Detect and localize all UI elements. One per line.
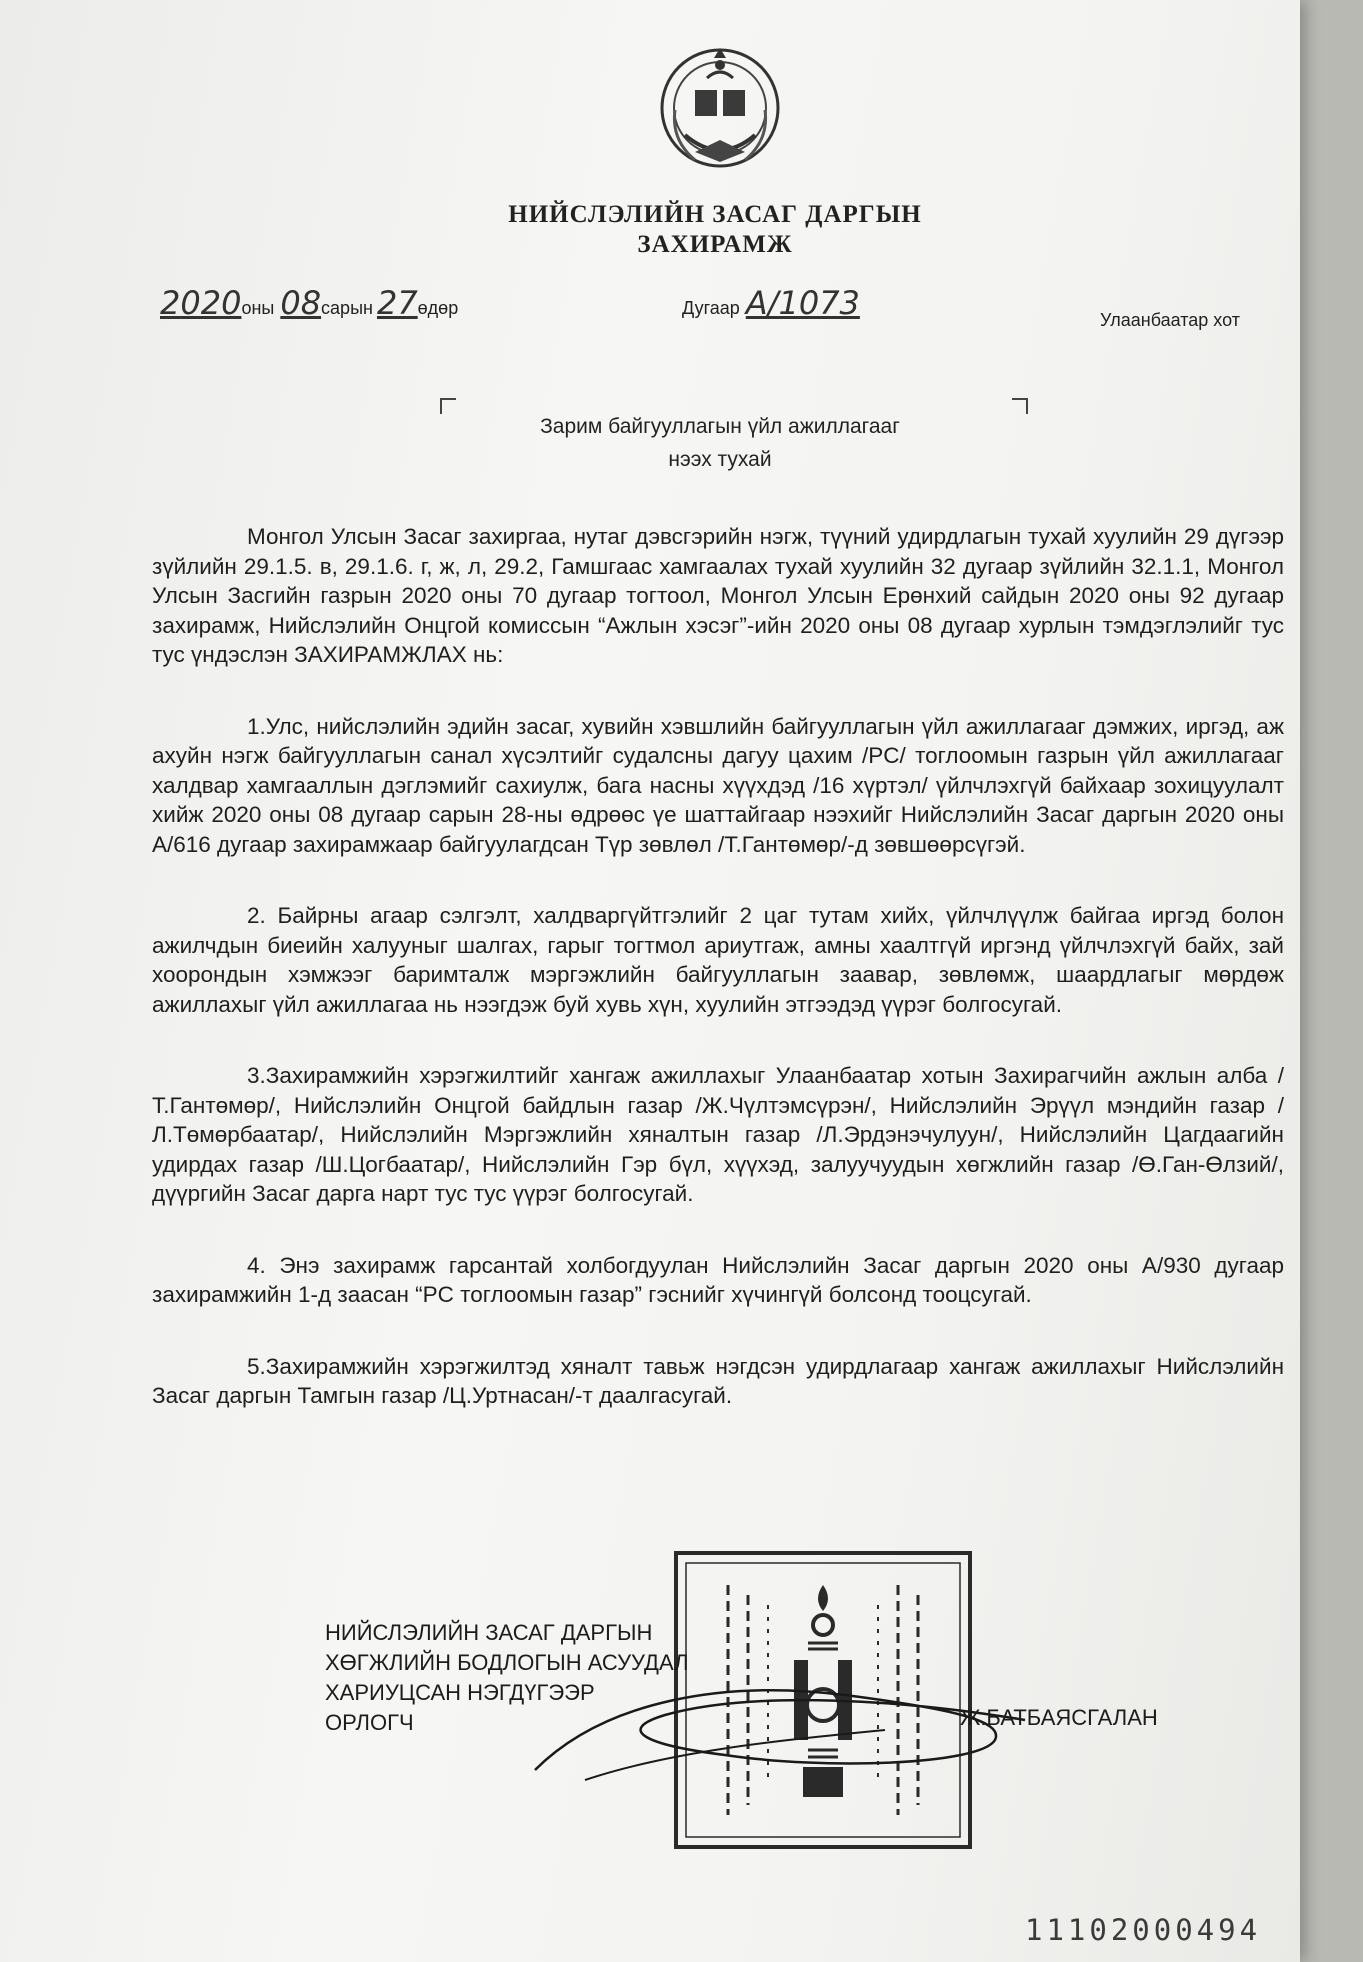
subject-line2: нээх тухай [668,448,772,471]
signatory-line3: ХАРИУЦСАН НЭГДҮГЭЭР [325,1680,595,1705]
number-label: Дугаар [682,298,740,318]
clause-4: 4. Энэ захирамж гарсантай холбогдуулан Нийслэлийн Засаг даргын 2020 оны А/930 дугаар захирамжийн 1-д заасан “PC тоглоомын газар” гэснийг хүчингүй болсонд тооцсугай. [152,1252,1284,1307]
signatory-line1: НИЙСЛЭЛИЙН ЗАСАГ ДАРГЫН [325,1620,653,1645]
state-emblem-icon [655,40,785,180]
org-name: НИЙСЛЭЛИЙН ЗАСАГ ДАРГЫН [508,201,922,228]
signatory-name: Ж.БАТБАЯСГАЛАН [960,1705,1158,1730]
bracket-right [1012,398,1028,414]
city: Улаанбаатар хот [1100,310,1240,330]
date-year-label: оны [241,298,275,318]
subject-line1: Зарим байгууллагын үйл ажиллагааг [540,415,900,438]
signatory-line4: ОРЛОГЧ [325,1710,414,1735]
date-day-label: өдөр [417,298,459,318]
document-type: ЗАХИРАМЖ [637,231,793,258]
date-line [160,284,458,322]
date-day: 27 [376,284,418,322]
number-value: А/1073 [745,284,860,322]
subject [430,410,1010,476]
serial-number: 11102000494 [1025,1913,1262,1947]
date-month-label: сарын [321,298,373,318]
clause-3: 3.Захирамжийн хэрэгжилтийг хангаж ажиллахыг Улаанбаатар хотын Захирагчийн ажлын алба /Т.Гантөмөр/, Нийслэлийн Онцгой байдлын газар /Ж.Чүлтэмсүрэн/, Нийслэлийн Эрүүл мэндийн газар /Л.Төмөрбаатар/, Нийслэлийн Мэргэжлийн хяналтын газар /Л.Эрдэнэчулуун/, Нийслэлийн Цагдаагийн удирдах газар /Ш.Цогбаатар/, Нийслэлийн Гэр бүл, хүүхэд, залуучуудын хөгжлийн газар /Ө.Ган-Өлзий/, дүүргийн Засаг дарга нарт тус тус үүрэг болгосугай. [152,1063,1284,1206]
date-year: 2020 [160,284,242,322]
document-title [0,200,1363,260]
document-body [152,522,1284,1436]
preamble: Монгол Улсын Засаг захиргаа, нутаг дэвсгэрийн нэгж, түүний удирдлагын тухай хуулийн 29 дүгээр зүйлийн 29.1.5. в, 29.1.6. г, ж, л, 29.2, Гамшгаас хамгаалах тухай хуулийн 32 дугаар зүйлийн 32.1.1, Монгол Улсын Засгийн газрын 2020 оны 70 дугаар тогтоол, Монгол Улсын Ерөнхий сайдын 2020 оны 92 дугаар захирамж, Нийслэлийн Онцгой комиссын “Ажлын хэсэг”-ийн 2020 оны 08 дугаар хурлын тэмдэглэлийг тус тус үндэслэн ЗАХИРАМЖЛАХ нь: [152,524,1284,667]
document-number [682,284,860,322]
clause-2: 2. Байрны агаар сэлгэлт, халдваргүйтгэлийг 2 цаг тутам хийх, үйлчлүүлж байгаа иргэд болон ажилчдын биеийн халууныг шалгах, гарыг тогтмол ариутгаж, амны хаалтгүй иргэнд үйлчлэхгүй байх, зай хоорондын хэмжээг баримталж мэргэжлийн байгууллагын заавар, зөвлөмж, шаардлагыг мөрдөж ажиллахыг үйл ажиллагаа нь нээгдэж буй хувь хүн, хуулийн этгээдэд үүрэг болгосугай. [152,903,1284,1017]
clause-5: 5.Захирамжийн хэрэгжилтэд хяналт тавьж нэгдсэн удирдлагаар хангаж ажиллахыг Нийслэлийн Засаг даргын Тамгын газар /Ц.Уртнасан/-т даалгасугай. [152,1353,1284,1408]
clause-1: 1.Улс, нийслэлийн эдийн засаг, хувийн хэвшлийн байгууллагын үйл ажиллагааг дэмжих, иргэд, аж ахуйн нэгж байгууллагын санал хүсэлтийг судалсны дагуу цахим /PC/ тоглоомын газрын үйл ажиллагааг халдвар хамгааллын дэглэмийг сахиулж, бага насны хүүхдэд /16 хүртэл/ үйлчлэхгүй байхаар зохицуулалт хийж 2020 оны 08 дугаар сарын 28-ны өдрөөс үе шаттайгаар нээхийг Нийслэлийн Засаг даргын 2020 оны А/616 дугаар захирамжаар байгуулагдсан Түр зөвлөл /Т.Гантөмөр/-д зөвшөөрсүгэй. [152,713,1284,857]
signatory-line2: ХӨГЖЛИЙН БОДЛОГЫН АСУУДАЛ [325,1650,689,1675]
date-month: 08 [280,284,322,322]
